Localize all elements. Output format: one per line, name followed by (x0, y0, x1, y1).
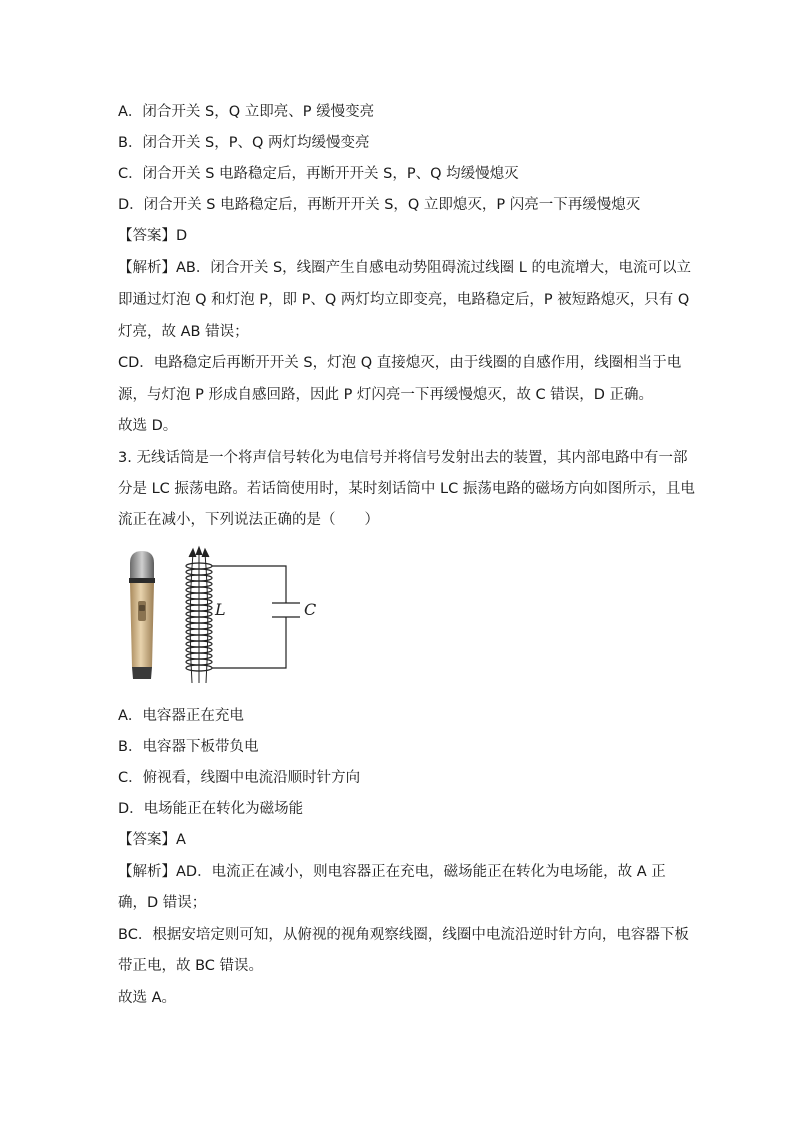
q2-option-d: D．闭合开关 S 电路稳定后，再断开开关 S，Q 立即熄灭，P 闪亮一下再缓慢熄灭 (118, 197, 641, 213)
capacitor-label: C (304, 600, 317, 619)
q3-option-d: D．电场能正在转化为磁场能 (118, 801, 304, 817)
microphone-image (129, 551, 155, 679)
q2-option-c: C．闭合开关 S 电路稳定后，再断开开关 S，P、Q 均缓慢熄灭 (118, 166, 519, 182)
q3-stem-line: 3. 无线话筒是一个将声信号转化为电信号并将信号发射出去的装置，其内部电路中有一部 (118, 450, 688, 466)
q3-option-a: A．电容器正在充电 (118, 708, 244, 724)
q2-conclusion: 故选 D。 (118, 418, 178, 434)
q3-analysis-line: BC．根据安培定则可知，从俯视的视角观察线圈，线圈中电流沿逆时针方向，电容器下板 (118, 927, 689, 943)
q2-option-a: A．闭合开关 S，Q 立即亮、P 缓慢变亮 (118, 104, 375, 120)
inductor-label: L (215, 600, 226, 619)
q3-option-b: B．电容器下板带负电 (118, 739, 259, 755)
q2-analysis-line: CD．电路稳定后再断开开关 S，灯泡 Q 直接熄灭，由于线圈的自感作用，线圈相当于电 (118, 355, 682, 371)
q3-option-c: C．俯视看，线圈中电流沿顺时针方向 (118, 770, 361, 786)
q2-analysis-line: 即通过灯泡 Q 和灯泡 P，即 P、Q 两灯均立即变亮，电路稳定后，P 被短路熄灭，只有 Q (118, 292, 690, 308)
q3-analysis-line: 确，D 错误； (118, 895, 207, 911)
q2-option-b: B．闭合开关 S，P、Q 两灯均缓慢变亮 (118, 135, 370, 151)
q3-stem-line: 流正在减小，下列说法正确的是（ ） (118, 512, 379, 528)
q2-answer: 【答案】D (118, 228, 188, 244)
q2-analysis-line: 【解析】AB．闭合开关 S，线圈产生自感电动势阻碍流过线圈 L 的电流增大，电流可以立 (118, 260, 691, 276)
q3-analysis-line: 【解析】AD．电流正在减小，则电容器正在充电，磁场能正在转化为电场能，故 A 正 (118, 864, 666, 880)
q3-stem-line: 分是 LC 振荡电路。若话筒使用时，某时刻话筒中 LC 振荡电路的磁场方向如图所示，且电 (118, 481, 695, 497)
q2-analysis-line: 灯亮，故 AB 错误； (118, 324, 249, 340)
q3-conclusion: 故选 A。 (118, 990, 177, 1006)
magnetic-field-lines (189, 547, 209, 683)
lc-circuit-figure (118, 545, 328, 685)
q3-answer: 【答案】A (118, 832, 186, 848)
q2-analysis-line: 源，与灯泡 P 形成自感回路，因此 P 灯闪亮一下再缓慢熄灭，故 C 错误，D 正确。 (118, 387, 654, 403)
q3-analysis-line: 带正电，故 BC 错误。 (118, 958, 264, 974)
